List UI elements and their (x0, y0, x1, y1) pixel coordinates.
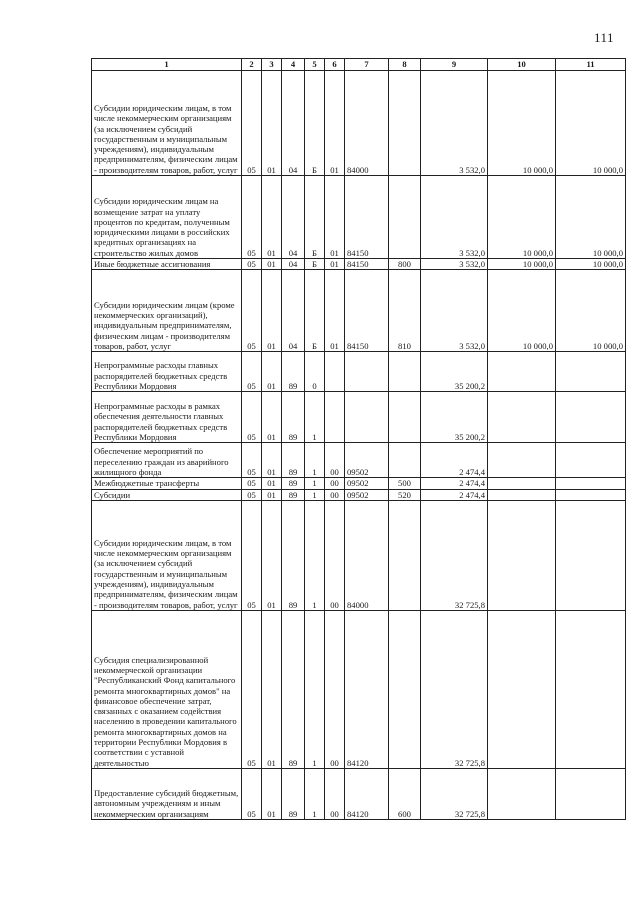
cell-expense-type: 500 (389, 478, 421, 489)
cell-subsection: 01 (262, 478, 282, 489)
row-name: Обеспечение мероприятий по переселению граждан из аварийного жилищного фонда (92, 443, 242, 478)
table-row (92, 270, 626, 352)
cell-section: 05 (242, 352, 262, 392)
cell-program: 89 (282, 610, 305, 768)
cell-expense-type: 520 (389, 489, 421, 500)
cell-subprogram: 1 (305, 610, 325, 768)
cell-program: 04 (282, 270, 305, 352)
cell-program: 04 (282, 71, 305, 176)
cell-direction: 84150 (345, 259, 389, 270)
column-header: 3 (262, 59, 282, 71)
cell-amount-next (488, 489, 556, 500)
cell-amount-plan (556, 478, 626, 489)
cell-expense-type: 800 (389, 259, 421, 270)
cell-subprogram: 1 (305, 443, 325, 478)
cell-subsection: 01 (262, 352, 282, 392)
column-header: 11 (556, 59, 626, 71)
cell-activity: 01 (325, 270, 345, 352)
table-row (92, 259, 626, 270)
cell-subsection: 01 (262, 768, 282, 819)
header-row (92, 59, 626, 71)
cell-amount-plan (556, 610, 626, 768)
cell-amount: 3 532,0 (421, 259, 488, 270)
cell-amount: 3 532,0 (421, 176, 488, 259)
cell-amount: 32 725,8 (421, 500, 488, 610)
column-header: 8 (389, 59, 421, 71)
cell-amount-plan: 10 000,0 (556, 259, 626, 270)
cell-subsection: 01 (262, 392, 282, 443)
cell-amount: 35 200,2 (421, 392, 488, 443)
cell-activity (325, 392, 345, 443)
cell-section: 05 (242, 71, 262, 176)
row-name: Субсидии юридическим лицам (кроме некоммерческих организаций), индивидуальным предпринимателям, физическим лицам - производителям товаров, работ, услуг (92, 270, 242, 352)
cell-direction: 84120 (345, 610, 389, 768)
cell-program: 89 (282, 443, 305, 478)
cell-subsection: 01 (262, 259, 282, 270)
cell-subsection: 01 (262, 500, 282, 610)
cell-activity: 01 (325, 71, 345, 176)
cell-amount-next (488, 392, 556, 443)
cell-activity: 01 (325, 176, 345, 259)
cell-direction (345, 352, 389, 392)
column-header: 9 (421, 59, 488, 71)
cell-activity: 00 (325, 489, 345, 500)
cell-activity: 00 (325, 610, 345, 768)
cell-amount: 32 725,8 (421, 610, 488, 768)
cell-expense-type (389, 443, 421, 478)
cell-subprogram: 1 (305, 478, 325, 489)
cell-amount-next: 10 000,0 (488, 259, 556, 270)
cell-subprogram: 1 (305, 768, 325, 819)
cell-direction: 84000 (345, 500, 389, 610)
cell-direction: 09502 (345, 489, 389, 500)
page-number: 111 (593, 30, 614, 45)
cell-direction (345, 392, 389, 443)
cell-section: 05 (242, 610, 262, 768)
cell-direction: 84150 (345, 176, 389, 259)
cell-subprogram: 1 (305, 489, 325, 500)
cell-section: 05 (242, 443, 262, 478)
cell-subsection: 01 (262, 443, 282, 478)
table-row (92, 489, 626, 500)
column-header: 10 (488, 59, 556, 71)
table-row (92, 443, 626, 478)
cell-program: 89 (282, 768, 305, 819)
cell-amount-next (488, 478, 556, 489)
row-name: Субсидия специализированной некоммерческой организации "Республиканский Фонд капитального ремонта многоквартирных домов" на финансовое обеспечение затрат, связанных с оказанием содействия населению в проведении капитального ремонта многоквартирных домов на территории Республики Мордовия в соответствии с уставной деятельностью (92, 610, 242, 768)
cell-amount-next (488, 443, 556, 478)
row-name: Субсидии (92, 489, 242, 500)
cell-activity: 00 (325, 478, 345, 489)
cell-section: 05 (242, 259, 262, 270)
row-name: Межбюджетные трансферты (92, 478, 242, 489)
cell-expense-type (389, 392, 421, 443)
table-row (92, 478, 626, 489)
cell-activity: 00 (325, 500, 345, 610)
cell-program: 89 (282, 500, 305, 610)
cell-activity: 01 (325, 259, 345, 270)
cell-subsection: 01 (262, 71, 282, 176)
cell-subprogram: Б (305, 270, 325, 352)
cell-amount-next: 10 000,0 (488, 71, 556, 176)
cell-amount-plan (556, 500, 626, 610)
cell-amount-plan: 10 000,0 (556, 270, 626, 352)
row-name: Субсидии юридическим лицам, в том числе некоммерческим организациям (за исключением субсидий государственным и муниципальным учреждениям), индивидуальным предпринимателям, физическим лицам - производителям товаров, работ, услуг (92, 500, 242, 610)
column-header: 7 (345, 59, 389, 71)
cell-section: 05 (242, 489, 262, 500)
cell-section: 05 (242, 176, 262, 259)
cell-amount-plan: 10 000,0 (556, 71, 626, 176)
cell-direction: 09502 (345, 443, 389, 478)
cell-amount: 3 532,0 (421, 71, 488, 176)
table-row (92, 392, 626, 443)
cell-program: 89 (282, 392, 305, 443)
cell-amount: 3 532,0 (421, 270, 488, 352)
table-row (92, 610, 626, 768)
cell-activity (325, 352, 345, 392)
cell-amount-next (488, 500, 556, 610)
cell-amount-next: 10 000,0 (488, 270, 556, 352)
cell-subprogram: 1 (305, 392, 325, 443)
cell-expense-type (389, 71, 421, 176)
cell-activity: 00 (325, 768, 345, 819)
cell-expense-type: 600 (389, 768, 421, 819)
cell-section: 05 (242, 392, 262, 443)
cell-subprogram: 1 (305, 500, 325, 610)
cell-direction: 84120 (345, 768, 389, 819)
cell-program: 04 (282, 259, 305, 270)
row-name: Иные бюджетные ассигнования (92, 259, 242, 270)
cell-subsection: 01 (262, 610, 282, 768)
cell-section: 05 (242, 768, 262, 819)
cell-amount: 2 474,4 (421, 478, 488, 489)
cell-amount: 32 725,8 (421, 768, 488, 819)
cell-amount-next (488, 768, 556, 819)
cell-subsection: 01 (262, 176, 282, 259)
cell-expense-type (389, 610, 421, 768)
column-header: 1 (92, 59, 242, 71)
cell-expense-type: 810 (389, 270, 421, 352)
column-header: 2 (242, 59, 262, 71)
cell-program: 89 (282, 352, 305, 392)
cell-amount: 2 474,4 (421, 443, 488, 478)
table-row (92, 352, 626, 392)
cell-program: 89 (282, 478, 305, 489)
cell-section: 05 (242, 500, 262, 610)
cell-amount-plan (556, 392, 626, 443)
cell-expense-type (389, 352, 421, 392)
row-name: Субсидии юридическим лицам на возмещение затрат на уплату процентов по кредитам, полученным юридическими лицами в российских кредитных организациях на строительство жилых домов (92, 176, 242, 259)
cell-program: 04 (282, 176, 305, 259)
cell-amount: 2 474,4 (421, 489, 488, 500)
table-row (92, 768, 626, 819)
cell-amount-plan (556, 489, 626, 500)
cell-amount-plan (556, 768, 626, 819)
cell-direction: 84000 (345, 71, 389, 176)
row-name: Субсидии юридическим лицам, в том числе некоммерческим организациям (за исключением субсидий государственным и муниципальным учреждениям), индивидуальным предпринимателям, физическим лицам - производителям товаров, работ, услуг (92, 71, 242, 176)
cell-subprogram: 0 (305, 352, 325, 392)
cell-section: 05 (242, 270, 262, 352)
cell-subprogram: Б (305, 259, 325, 270)
row-name: Предоставление субсидий бюджетным, автономным учреждениям и иным некоммерческим организациям (92, 768, 242, 819)
cell-expense-type (389, 500, 421, 610)
cell-subsection: 01 (262, 489, 282, 500)
cell-amount-plan (556, 443, 626, 478)
row-name: Непрограммные расходы главных распорядителей бюджетных средств Республики Мордовия (92, 352, 242, 392)
cell-amount-plan: 10 000,0 (556, 176, 626, 259)
column-header: 5 (305, 59, 325, 71)
cell-subprogram: Б (305, 71, 325, 176)
cell-subsection: 01 (262, 270, 282, 352)
cell-direction: 84150 (345, 270, 389, 352)
table-row (92, 71, 626, 176)
cell-expense-type (389, 176, 421, 259)
table-row (92, 176, 626, 259)
cell-direction: 09502 (345, 478, 389, 489)
cell-amount: 35 200,2 (421, 352, 488, 392)
column-header: 6 (325, 59, 345, 71)
column-header: 4 (282, 59, 305, 71)
budget-table (91, 58, 626, 820)
cell-amount-next (488, 610, 556, 768)
cell-subprogram: Б (305, 176, 325, 259)
cell-section: 05 (242, 478, 262, 489)
cell-activity: 00 (325, 443, 345, 478)
cell-amount-next: 10 000,0 (488, 176, 556, 259)
cell-amount-next (488, 352, 556, 392)
table-row (92, 500, 626, 610)
cell-program: 89 (282, 489, 305, 500)
row-name: Непрограммные расходы в рамках обеспечения деятельности главных распорядителей бюджетных средств Республики Мордовия (92, 392, 242, 443)
cell-amount-plan (556, 352, 626, 392)
